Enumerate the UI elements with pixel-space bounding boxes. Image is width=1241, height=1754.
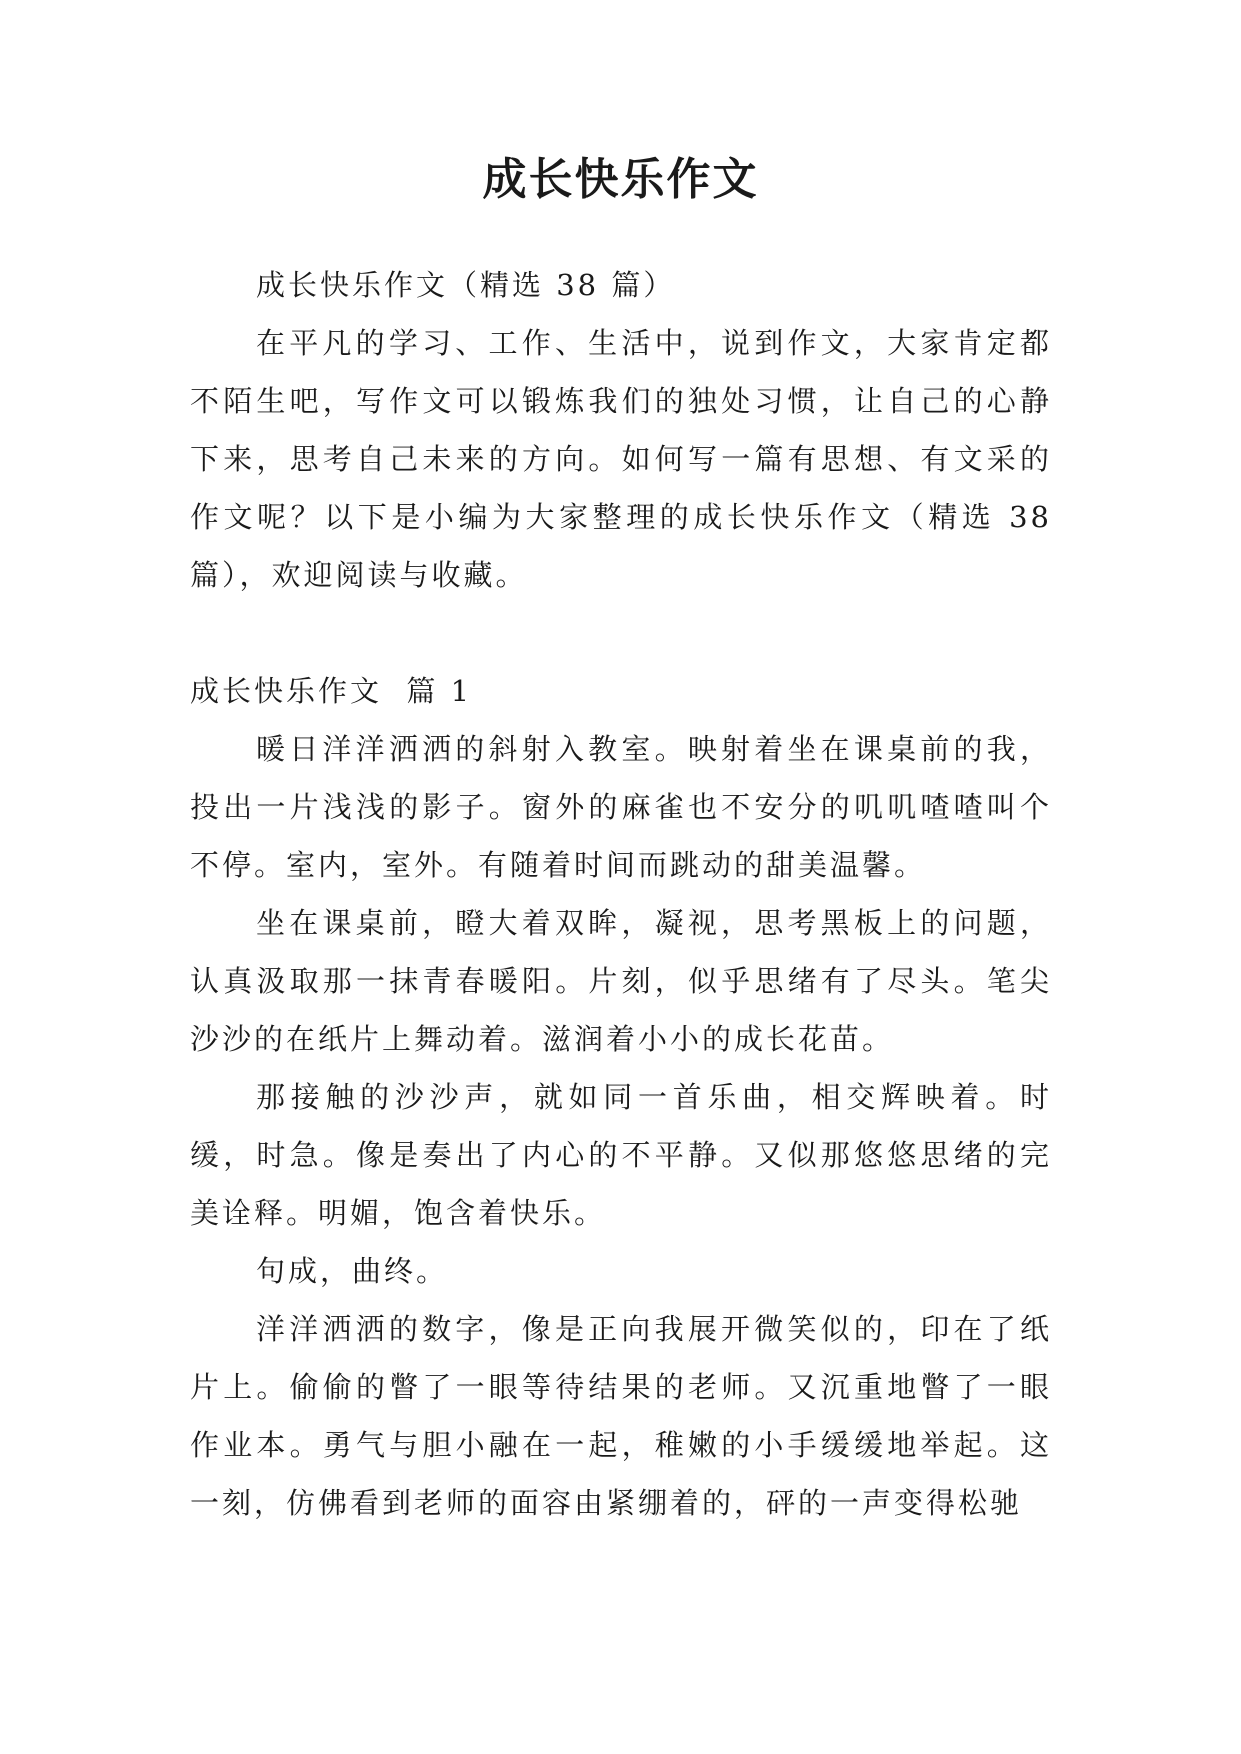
intro-paragraph: 在平凡的学习、工作、生活中，说到作文，大家肯定都不陌生吧，写作文可以锻炼我们的独处习惯，让自己的心静下来，思考自己未来的方向。如何写一篇有思想、有文采的作文呢？以下是小编为大家整理的成长快乐作文（精选 38 篇），欢迎阅读与收藏。	[190, 326, 1052, 592]
page-title: 成长快乐作文	[482, 154, 759, 205]
section-paragraph-1: 暖日洋洋洒洒的斜射入教室。映射着坐在课桌前的我，投出一片浅浅的影子。窗外的麻雀也不安分的叽叽喳喳叫个不停。室内，室外。有随着时间而跳动的甜美温馨。	[190, 732, 1052, 882]
section-paragraph-3: 那接触的沙沙声，就如同一首乐曲，相交辉映着。时缓，时急。像是奏出了内心的不平静。又似那悠悠思绪的完美诠释。明媚，饱含着快乐。	[190, 1080, 1052, 1230]
paragraph-gap	[190, 604, 1052, 662]
section-paragraph-4: 句成，曲终。	[256, 1254, 449, 1288]
section-heading: 成长快乐作文 篇 1	[190, 674, 473, 708]
section-paragraph-5: 洋洋洒洒的数字，像是正向我展开微笑似的，印在了纸片上。偷偷的瞥了一眼等待结果的老师。又沉重地瞥了一眼作业本。勇气与胆小融在一起，稚嫩的小手缓缓地举起。这一刻，仿佛看到老师的面容由紧绷着的，砰的一声变得松驰	[190, 1312, 1052, 1520]
document-body	[190, 256, 1052, 1532]
section-paragraph-2: 坐在课桌前，瞪大着双眸，凝视，思考黑板上的问题，认真汲取那一抹青春暖阳。片刻，似乎思绪有了尽头。笔尖沙沙的在纸片上舞动着。滋润着小小的成长花苗。	[190, 906, 1052, 1056]
subtitle-paragraph: 成长快乐作文（精选 38 篇）	[256, 268, 676, 302]
